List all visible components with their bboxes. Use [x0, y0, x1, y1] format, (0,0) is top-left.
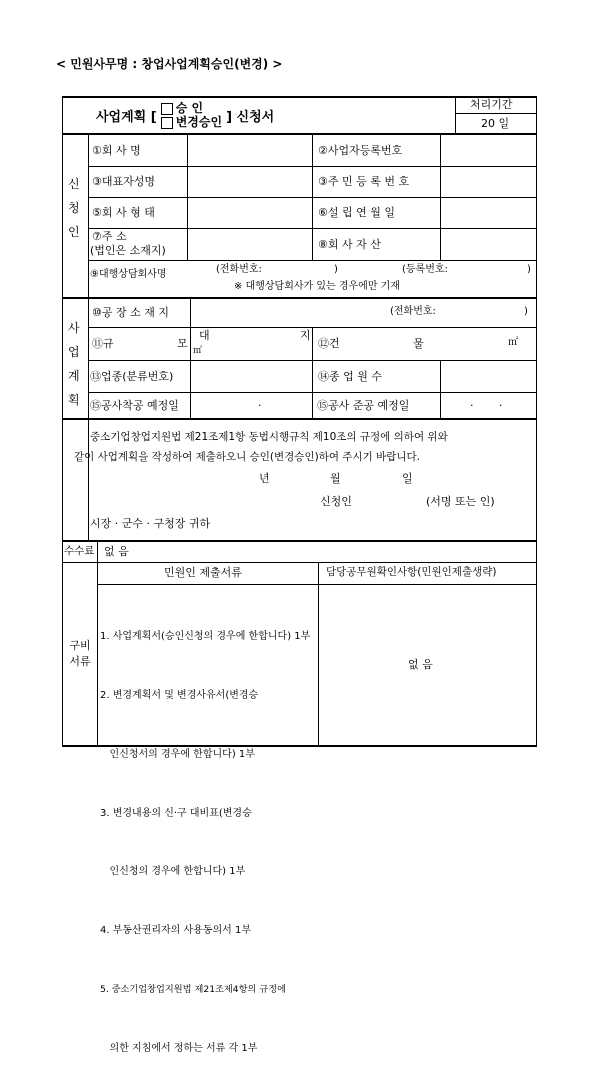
docs-side-label: 구비 서류	[69, 639, 91, 668]
building-label: ⑫건 물	[318, 337, 424, 350]
doc-item: 2. 변경계획서 및 변경사유서(변경승	[100, 689, 259, 701]
address-label: ⑦주 소	[92, 230, 127, 243]
recipient: 시장 · 군수 · 구청장 귀하	[90, 517, 211, 530]
statement-line-1: 중소기업창업지원법 제21조제1항 동법시행규칙 제10조의 규정에 의하여 위와	[90, 431, 448, 443]
agent-reg-close: )	[527, 264, 531, 275]
docs-header-bottom	[97, 584, 536, 585]
factory-location-label: ⑩공 장 소 재 지	[92, 306, 169, 319]
period-divider	[455, 96, 456, 133]
resident-no-label: ③주 민 등 록 번 호	[318, 175, 410, 188]
applicant-side-divider	[88, 133, 89, 540]
approval-checkbox[interactable]	[161, 103, 173, 115]
form-right-border	[536, 96, 537, 540]
plan-label-col	[190, 297, 191, 418]
docs-mid-col	[318, 562, 319, 746]
agent-note: ※ 대행상담회사가 있는 경우에만 기재	[234, 281, 400, 292]
doc-item: 3. 변경내용의 신·구 대비표(변경승	[100, 807, 252, 819]
representative-label: ③대표자성명	[92, 175, 155, 188]
founded-date-label: ⑥설 립 연 월 일	[318, 206, 395, 219]
opt-change-approval: 변경승인	[175, 115, 223, 129]
sign-or-seal: (서명 또는 인)	[426, 495, 495, 508]
form-top-border	[62, 96, 537, 98]
start-date-dot: ·	[258, 399, 262, 412]
docs-col2-header: 담당공무원확인사항(민원인제출생략)	[326, 566, 497, 578]
agent-phone: (전화번호:	[216, 264, 262, 275]
address-sub-label: (법인은 소재지)	[90, 244, 166, 257]
factory-phone-close: )	[524, 306, 528, 317]
fee-left-border	[62, 540, 63, 746]
statement-bottom	[62, 540, 537, 542]
doc-item: 인신청서의 경우에 한합니다) 1부	[100, 748, 255, 760]
doc-item: 5. 중소기업창업지원법 제21조제4항의 규정에	[100, 983, 286, 995]
date-day: 일	[402, 472, 413, 485]
form-title-prefix: 사업계획 [	[96, 109, 157, 125]
applicant-right-col	[440, 133, 441, 260]
building-unit: ㎡	[508, 337, 518, 348]
agent-reg-no: (등록번호:	[402, 264, 448, 275]
land-label-b: 지	[300, 329, 311, 342]
docs-official-none: 없 음	[408, 658, 433, 671]
scale-label: ⑪규 모	[92, 337, 188, 350]
period-mid	[455, 113, 536, 114]
plan-right-col	[440, 360, 441, 418]
form-title-suffix: ] 신청서	[226, 109, 275, 125]
applicant-section-bottom	[62, 297, 537, 299]
change-approval-checkbox[interactable]	[161, 117, 173, 129]
doc-item: 의한 지침에서 정하는 서류 각 1부	[100, 1042, 258, 1054]
statement-line-2: 같이 사업계획을 작성하여 제출하오니 승인(변경승인)하여 주시기 바랍니다.	[74, 451, 420, 463]
date-month: 월	[330, 472, 341, 485]
biz-reg-no-label: ②사업자등록번호	[318, 144, 403, 157]
land-label-a: 대	[199, 329, 210, 342]
end-date-dot-1: ·	[470, 399, 474, 412]
plan-mid-col	[312, 327, 313, 418]
applicant-mid-col	[312, 133, 313, 260]
period-label: 처리기간	[470, 98, 513, 111]
opt-approval: 승 인	[175, 101, 204, 115]
title-row-bottom	[62, 133, 537, 135]
factory-phone: (전화번호:	[390, 306, 436, 317]
applicant-label-col	[187, 133, 188, 260]
fee-label: 수수료	[64, 545, 95, 557]
company-type-label: ⑤회 사 형 태	[92, 206, 155, 219]
agent-label: ⑨대행상담회사명	[90, 269, 167, 280]
agent-phone-close: )	[334, 264, 338, 275]
docs-col1-header: 민원인 제출서류	[164, 566, 242, 579]
form-title	[96, 100, 274, 130]
doc-item: 4. 부동산권리자의 사용동의서 1부	[100, 925, 252, 937]
land-unit: ㎡	[193, 346, 203, 356]
applicant-side-label: 신 청 인	[68, 177, 80, 239]
date-year: 년	[259, 472, 270, 485]
company-name-label: ①회 사 명	[92, 144, 141, 157]
applicant-sign-label: 신청인	[320, 495, 352, 508]
docs-list	[100, 588, 316, 1078]
plan-side-label: 사 업 계 획	[68, 321, 80, 407]
employees-label: ⑭종 업 원 수	[318, 370, 382, 383]
start-date-label: ⑮공사착공 예정일	[90, 399, 179, 412]
doc-item: 인신청의 경우에 한합니다) 1부	[100, 866, 246, 878]
page-header: < 민원사무명 : 창업사업계획승인(변경) >	[56, 57, 283, 71]
row4-bottom	[88, 260, 536, 261]
fee-right-border	[536, 540, 537, 746]
fee-value: 없 음	[104, 545, 129, 558]
fee-label-col	[97, 540, 98, 746]
plan-section-bottom	[62, 418, 537, 420]
industry-label: ⑬업종(분류번호)	[90, 370, 174, 383]
end-date-dot-2: ·	[499, 399, 503, 412]
doc-item: 1. 사업계획서(승인신청의 경우에 한합니다) 1부	[100, 631, 311, 643]
period-value: 20 일	[481, 117, 510, 130]
capital-label: ⑧회 사 자 산	[318, 238, 381, 251]
end-date-label: ⑮공사 준공 예정일	[317, 399, 410, 412]
fee-row-bottom	[62, 562, 537, 563]
